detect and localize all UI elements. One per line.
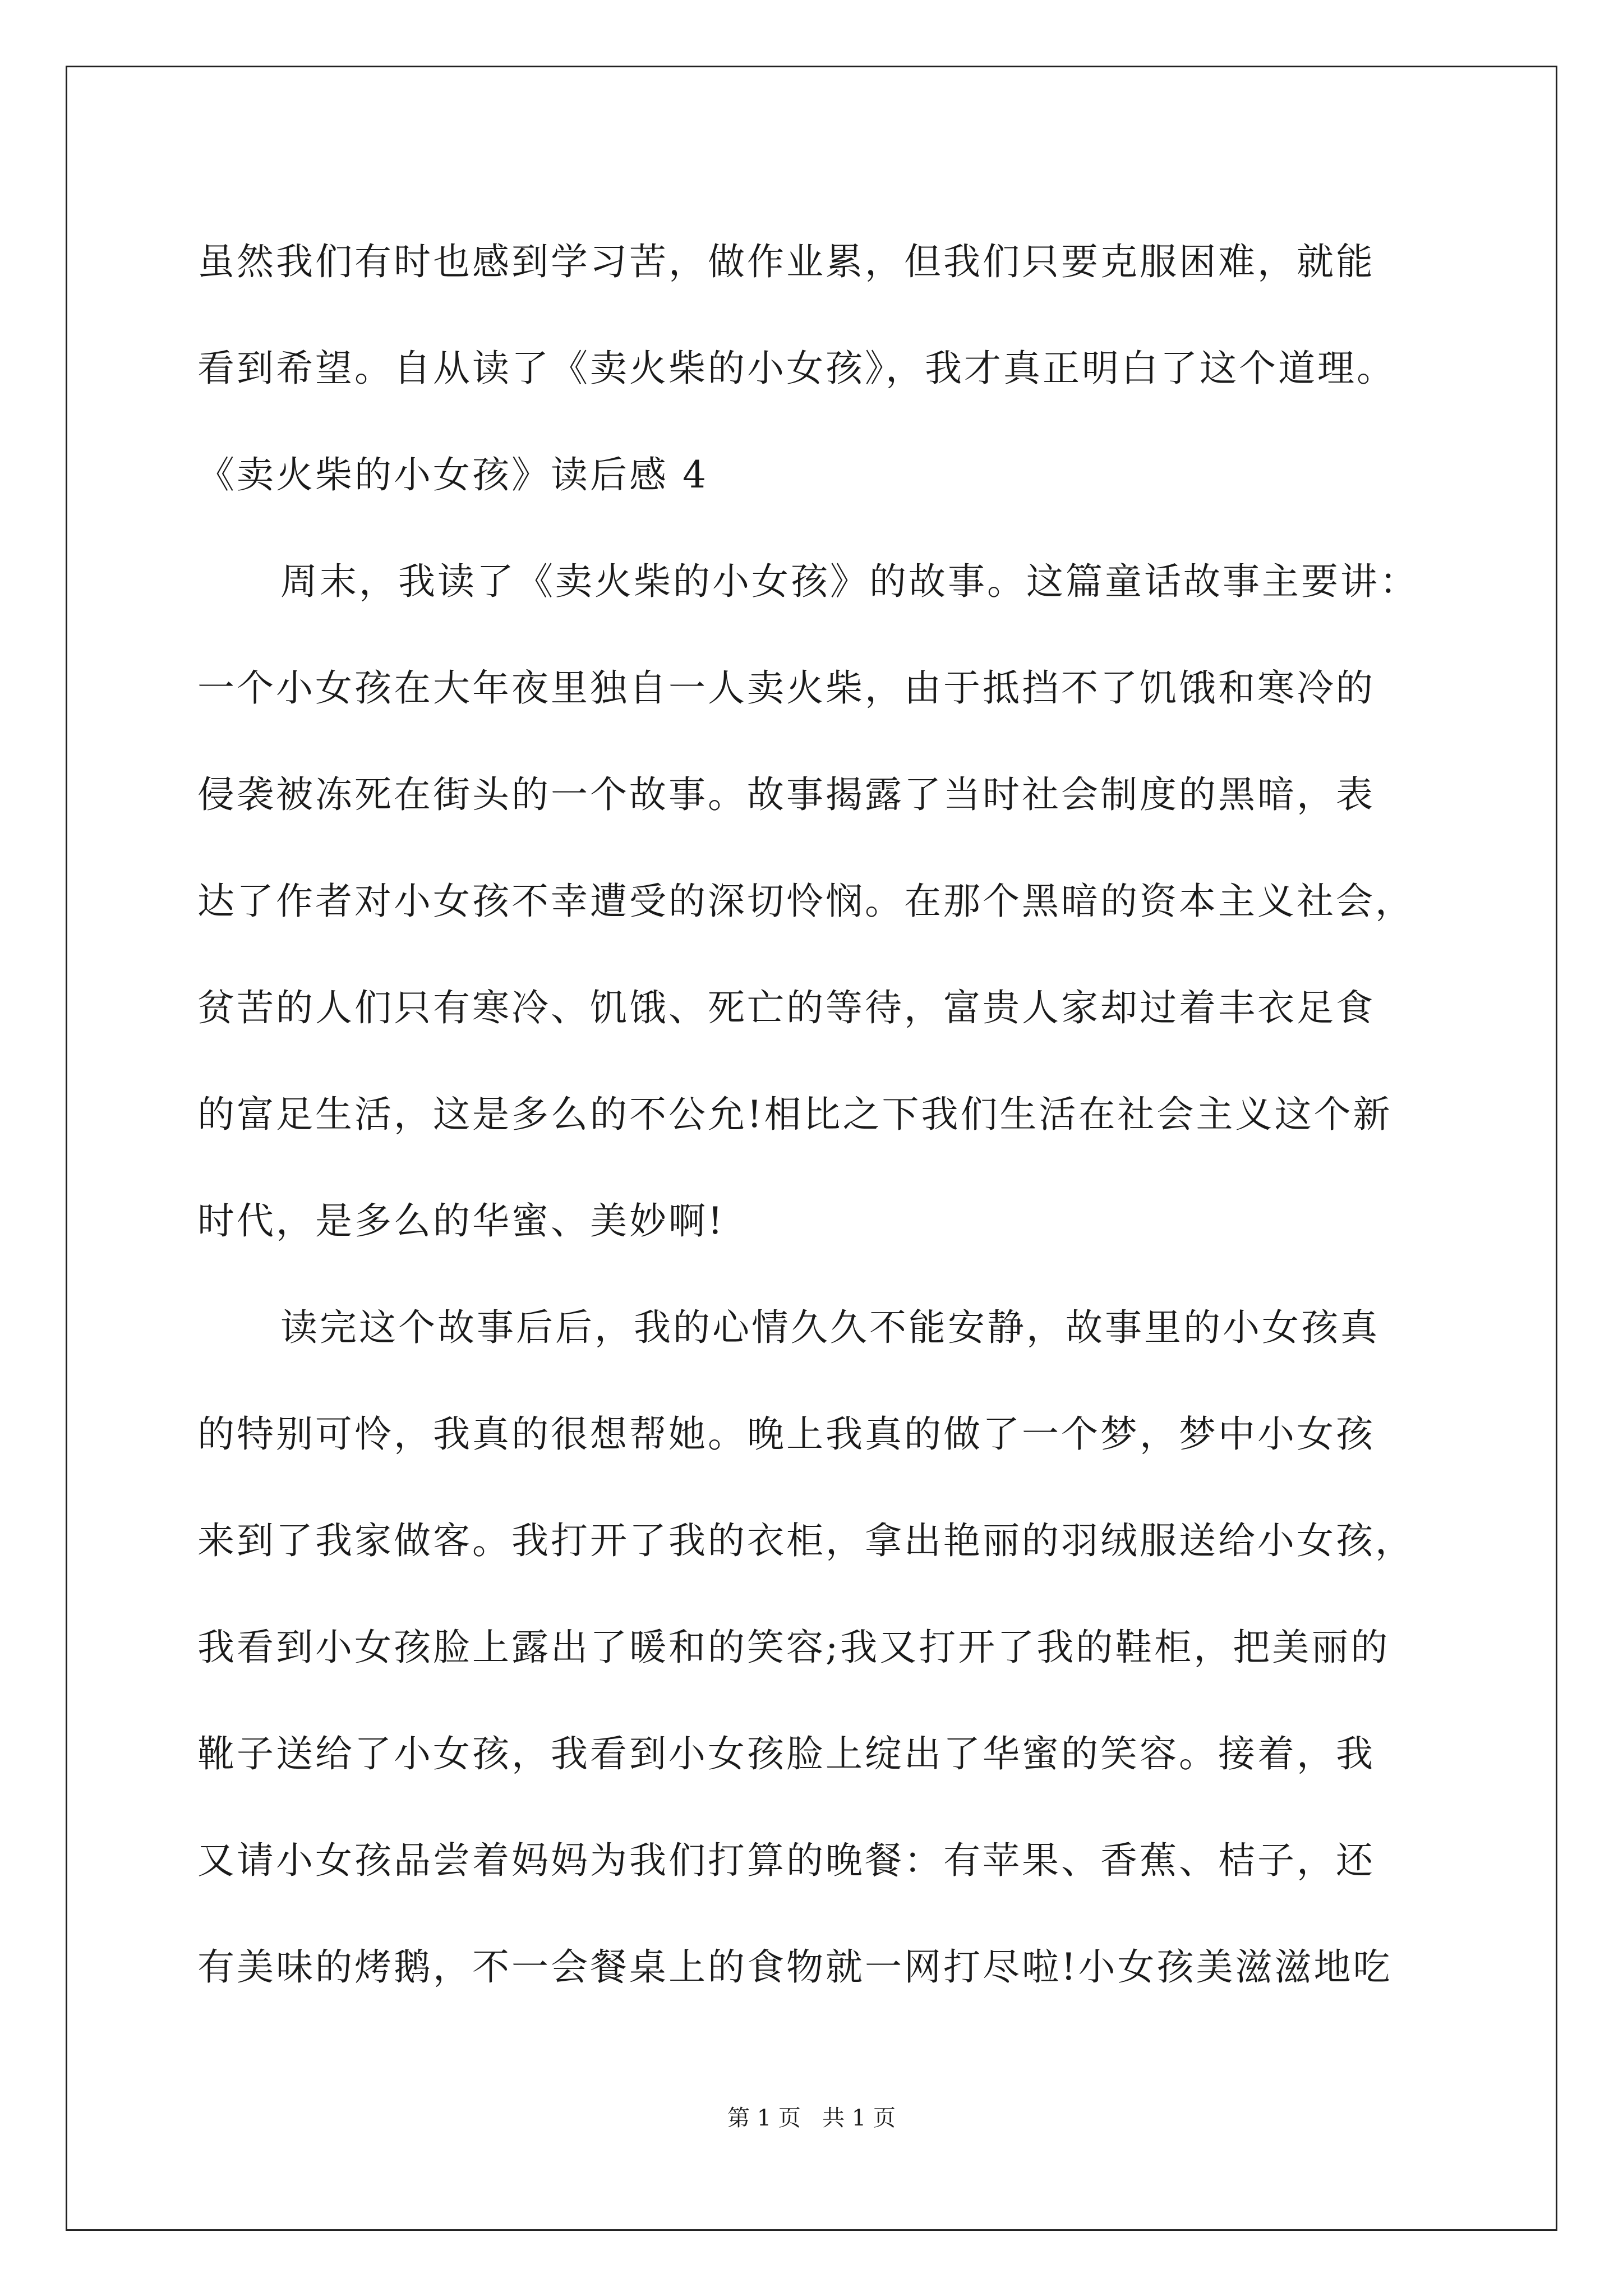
text-line: 的特别可怜，我真的很想帮她。晚上我真的做了一个梦，梦中小女孩 [197, 1412, 1375, 1456]
text-line: 时代，是多么的华蜜、美妙啊! [197, 1199, 725, 1243]
text-line: 我看到小女孩脸上露出了暖和的笑容;我又打开了我的鞋柜，把美丽的 [197, 1626, 1390, 1669]
text-line: 侵袭被冻死在街头的一个故事。故事揭露了当时社会制度的黑暗，表 [197, 773, 1375, 816]
text-line: 达了作者对小女孩不幸遭受的深切怜悯。在那个黑暗的资本主义社会， [197, 880, 1414, 923]
text-line: 看到希望。自从读了《卖火柴的小女孩》，我才真正明白了这个道理。 [197, 347, 1396, 390]
text-line: 来到了我家做客。我打开了我的衣柜，拿出艳丽的羽绒服送给小女孩， [197, 1519, 1414, 1562]
text-line: 靴子送给了小女孩，我看到小女孩脸上绽出了华蜜的笑容。接着，我 [197, 1732, 1375, 1775]
text-line: 贫苦的人们只有寒冷、饥饿、死亡的等待，富贵人家却过着丰衣足食 [197, 986, 1375, 1029]
text-line: 又请小女孩品尝着妈妈为我们打算的晚餐：有苹果、香蕉、桔子，还 [197, 1839, 1375, 1882]
text-line: 一个小女孩在大年夜里独自一人卖火柴，由于抵挡不了饥饿和寒冷的 [197, 666, 1375, 710]
text-line: 虽然我们有时也感到学习苦，做作业累，但我们只要克服困难，就能 [197, 240, 1375, 283]
document-body [197, 209, 1431, 2021]
text-line: 的富足生活，这是多么的不公允!相比之下我们生活在社会主义这个新 [197, 1093, 1393, 1136]
text-line: 读完这个故事后后，我的心情久久不能安静，故事里的小女孩真 [280, 1306, 1380, 1349]
section-heading: 《卖火柴的小女孩》读后感 4 [197, 453, 708, 496]
text-line: 有美味的烤鹅，不一会餐桌上的食物就一网打尽啦!小女孩美滋滋地吃 [197, 1945, 1393, 1989]
page-number-footer: 第 1 页 共 1 页 [727, 2105, 896, 2131]
text-line: 周末，我读了《卖火柴的小女孩》的故事。这篇童话故事主要讲： [280, 560, 1419, 603]
